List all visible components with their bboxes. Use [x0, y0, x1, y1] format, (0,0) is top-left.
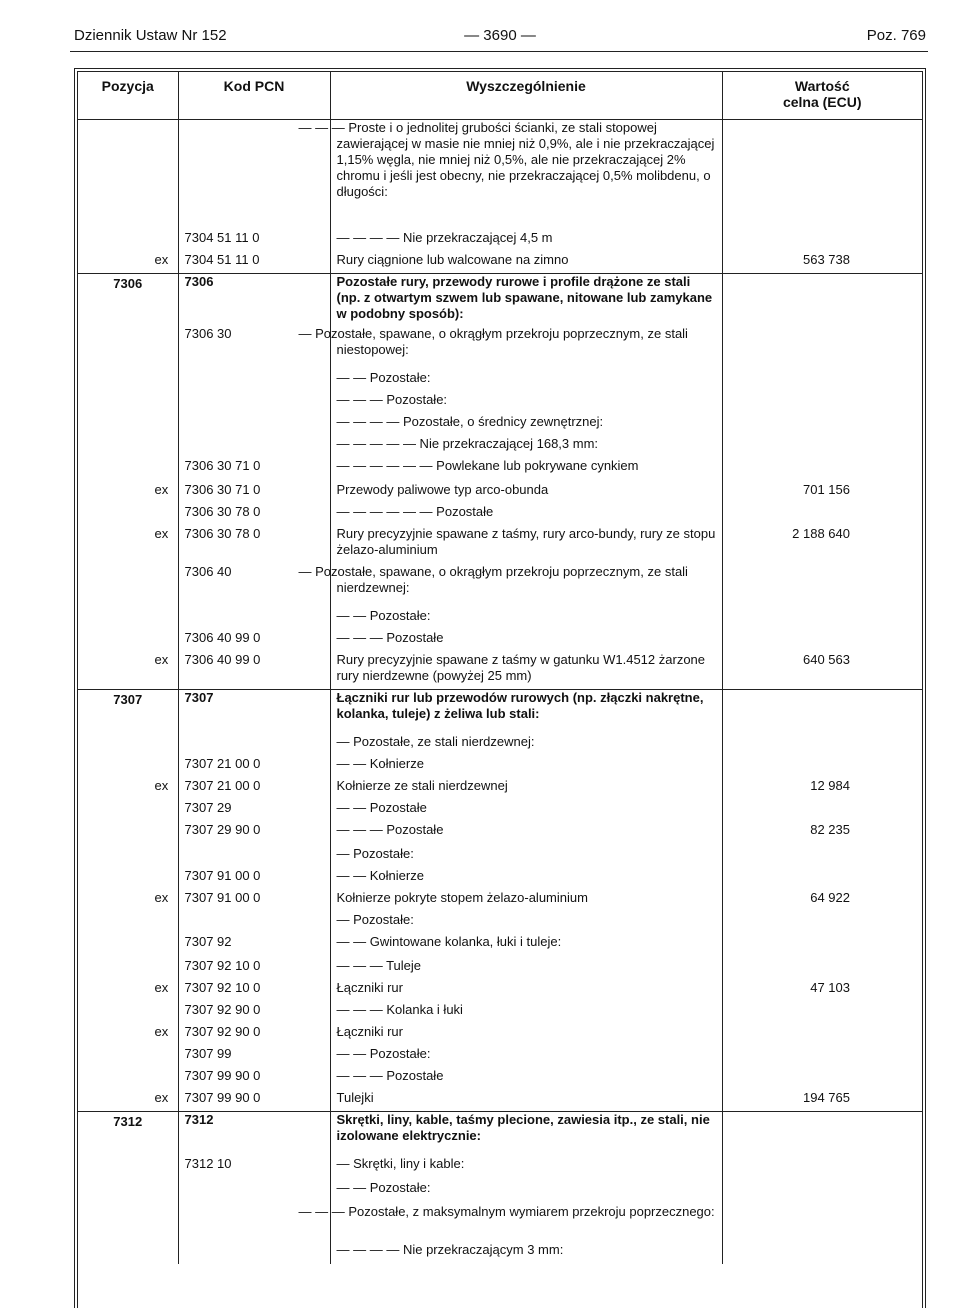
- col-header-wartosc: Wartość celna (ECU): [722, 72, 922, 120]
- table-row: [78, 630, 922, 652]
- duty-value-cell: [722, 414, 922, 436]
- ex-marker: ex: [154, 481, 169, 497]
- duty-value-cell: [722, 230, 922, 252]
- code-cell: [178, 846, 330, 868]
- table-row: [78, 868, 922, 890]
- table-row: [78, 1024, 922, 1046]
- table-row: [78, 526, 922, 564]
- duty-value-cell: [722, 690, 922, 734]
- duty-value-cell: 640 563: [722, 652, 922, 690]
- ex-marker: ex: [154, 1089, 169, 1105]
- code-cell: [178, 436, 330, 458]
- duty-value-cell: [722, 756, 922, 778]
- duty-value-cell: 2 188 640: [722, 526, 922, 564]
- position-cell: [78, 504, 178, 526]
- tariff-table: [78, 72, 922, 1264]
- code-text: 7307 99: [184, 1045, 232, 1061]
- code-cell: [178, 230, 330, 252]
- duty-value-cell: [722, 1024, 922, 1046]
- table-row: [78, 392, 922, 414]
- position-cell: [78, 370, 178, 392]
- description-cell: — — — Tuleje: [330, 958, 722, 980]
- col-header-pozycja: Pozycja: [78, 72, 178, 120]
- code-text: 7306 30: [184, 325, 232, 341]
- duty-value-cell: [722, 734, 922, 756]
- code-text: 7307: [184, 690, 214, 705]
- duty-value-cell: [722, 1242, 922, 1264]
- table-row: [78, 1242, 922, 1264]
- duty-value-cell: [722, 274, 922, 326]
- duty-value-cell: 64 922: [722, 890, 922, 912]
- table-row: [78, 958, 922, 980]
- position-cell: [78, 1204, 178, 1242]
- duty-value-cell: 12 984: [722, 778, 922, 800]
- journal-title: Dziennik Ustaw Nr 152: [74, 27, 227, 44]
- duty-value-cell: [722, 326, 922, 370]
- code-cell: [154, 525, 330, 564]
- code-text: 7304 51 11 0: [184, 229, 260, 245]
- position-cell: [78, 458, 178, 482]
- code-text: 7307 92 10 0: [184, 979, 261, 995]
- table-row: [78, 1204, 922, 1242]
- position-cell: [78, 1046, 178, 1068]
- code-cell: [178, 822, 330, 846]
- description-cell: — — Pozostałe:: [330, 1046, 722, 1068]
- table-row: [78, 934, 922, 958]
- description-cell: — — — Pozostałe:: [330, 392, 722, 414]
- description-cell: — — Pozostałe: [330, 800, 722, 822]
- table-header-row: [78, 72, 922, 120]
- description-cell: — Pozostałe, ze stali nierdzewnej:: [330, 734, 722, 756]
- description-cell: — — Gwintowane kolanka, łuki i tuleje:: [330, 934, 722, 958]
- duty-value-cell: [722, 458, 922, 482]
- description-cell: Łączniki rur lub przewodów rurowych (np. złączki nakrętne, kolanka, tuleje) z żeliwa lub stali:: [330, 690, 722, 734]
- table-row: [78, 1002, 922, 1024]
- code-cell: [178, 1112, 330, 1156]
- table-row: [78, 1046, 922, 1068]
- table-row: [78, 326, 922, 370]
- description-cell: — — — Pozostałe, z maksymalnym wymiarem przekroju poprzecznego:: [330, 1204, 722, 1242]
- table-row: [78, 120, 922, 230]
- table-row: [78, 1090, 922, 1112]
- code-cell: [178, 1242, 330, 1264]
- duty-value-cell: [722, 608, 922, 630]
- table-row: [78, 458, 922, 482]
- table-row: [78, 370, 922, 392]
- position-number: Poz. 769: [866, 27, 926, 44]
- description-cell: Tulejki: [330, 1090, 722, 1112]
- description-cell: — Pozostałe, spawane, o okrągłym przekroju poprzecznym, ze stali nierdzewnej:: [330, 564, 722, 608]
- table-row: [78, 1156, 922, 1180]
- duty-value-cell: [722, 370, 922, 392]
- code-text: 7306 40 99 0: [184, 651, 261, 667]
- description-cell: Przewody paliwowe typ arco-obunda: [330, 482, 722, 504]
- position-cell: 7312: [78, 1112, 178, 1156]
- position-cell: [78, 734, 178, 756]
- table-row: [78, 690, 922, 734]
- ex-marker: ex: [154, 979, 169, 995]
- position-cell: [78, 414, 178, 436]
- duty-value-cell: 82 235: [722, 822, 922, 846]
- code-cell: [178, 1156, 330, 1180]
- description-cell: — Pozostałe, spawane, o okrągłym przekroju poprzecznym, ze stali niestopowej:: [330, 326, 722, 370]
- duty-value-cell: [722, 912, 922, 934]
- position-cell: [78, 1068, 178, 1090]
- code-cell: [178, 120, 330, 230]
- position-cell: 7306: [78, 274, 178, 326]
- duty-value-cell: 194 765: [722, 1090, 922, 1112]
- duty-value-cell: [722, 958, 922, 980]
- description-cell: Kołnierze ze stali nierdzewnej: [330, 778, 722, 800]
- table-row: [78, 778, 922, 800]
- table-row: [78, 274, 922, 326]
- code-text: 7307 92 90 0: [184, 1023, 261, 1039]
- code-cell: [178, 370, 330, 392]
- description-cell: Łączniki rur: [330, 1024, 722, 1046]
- col-header-kod: Kod PCN: [178, 72, 330, 120]
- table-row: [78, 1180, 922, 1204]
- description-cell: — — Pozostałe:: [330, 608, 722, 630]
- ex-marker: ex: [154, 889, 169, 905]
- description-cell: — — — Pozostałe: [330, 822, 722, 846]
- code-text: 7307 92: [184, 933, 232, 949]
- code-text: 7307 91 00 0: [184, 867, 261, 883]
- position-cell: [78, 326, 178, 370]
- code-cell: [154, 889, 330, 912]
- code-text: 7312: [184, 1112, 214, 1127]
- position-cell: [78, 1242, 178, 1264]
- position-cell: [78, 846, 178, 868]
- code-cell: [178, 958, 330, 980]
- code-text: 7306 30 71 0: [184, 481, 261, 497]
- code-text: 7307 99 90 0: [184, 1067, 261, 1083]
- duty-value-cell: [722, 504, 922, 526]
- duty-value-cell: [722, 1204, 922, 1242]
- table-row: [78, 504, 922, 526]
- code-cell: [178, 608, 330, 630]
- duty-value-cell: [722, 1112, 922, 1156]
- table-row: [78, 252, 922, 274]
- code-text: 7307 92 10 0: [184, 957, 261, 973]
- description-cell: — — Kołnierze: [330, 756, 722, 778]
- position-cell: [78, 608, 178, 630]
- code-cell: [178, 1204, 330, 1242]
- table-row: [78, 482, 922, 504]
- position-cell: [78, 120, 178, 230]
- code-text: 7307 29 90 0: [184, 821, 261, 837]
- description-cell: — — Pozostałe:: [330, 1180, 722, 1204]
- code-text: 7306 40: [184, 563, 232, 579]
- code-text: 7306: [184, 274, 214, 289]
- code-cell: [154, 1089, 330, 1112]
- code-cell: [178, 1046, 330, 1068]
- duty-value-cell: [722, 1046, 922, 1068]
- ex-marker: ex: [154, 525, 169, 541]
- code-text: 7312 10: [184, 1155, 232, 1171]
- description-cell: Rury precyzyjnie spawane z taśmy w gatunku W1.4512 żarzone rury nierdzewne (powyżej 25 mm): [330, 652, 722, 690]
- ex-marker: ex: [154, 651, 169, 667]
- code-cell: [178, 564, 330, 608]
- position-cell: [78, 1002, 178, 1024]
- code-cell: [154, 481, 330, 504]
- position-cell: [78, 1156, 178, 1180]
- table-row: [78, 800, 922, 822]
- position-cell: [78, 1180, 178, 1204]
- code-text: 7307 21 00 0: [184, 777, 261, 793]
- code-cell: [178, 756, 330, 778]
- table-row: [78, 608, 922, 630]
- position-cell: 7307: [78, 690, 178, 734]
- page-header: [74, 27, 926, 47]
- code-text: 7307 92 90 0: [184, 1001, 261, 1017]
- duty-value-cell: [722, 934, 922, 958]
- duty-value-cell: [722, 392, 922, 414]
- duty-value-cell: [722, 846, 922, 868]
- description-cell: — Pozostałe:: [330, 846, 722, 868]
- code-cell: [154, 777, 330, 800]
- page-number: — 3690 —: [464, 27, 536, 44]
- description-cell: — Skrętki, liny i kable:: [330, 1156, 722, 1180]
- code-text: 7306 40 99 0: [184, 629, 261, 645]
- duty-value-cell: [722, 1156, 922, 1180]
- code-cell: [178, 414, 330, 436]
- description-cell: Rury precyzyjnie spawane z taśmy, rury arco-bundy, rury ze stopu żelazo-aluminium: [330, 526, 722, 564]
- duty-value-cell: [722, 436, 922, 458]
- position-cell: [78, 630, 178, 652]
- description-cell: — Pozostałe:: [330, 912, 722, 934]
- position-cell: [78, 436, 178, 458]
- description-cell: — — — — Nie przekraczającym 3 mm:: [330, 1242, 722, 1264]
- duty-value-cell: 563 738: [722, 252, 922, 274]
- table-row: [78, 230, 922, 252]
- description-cell: — — — Proste i o jednolitej grubości ścianki, ze stali stopowej zawierającej w masie nie mniej niż 0,9%, ale i nie przekraczającej 1,15% węgla, nie mniej niż 0,5%, ale nie przekraczającej 2% chromu i jeśli jest obecny, nie przekraczającej 0,5% molibdenu, o długości:: [330, 120, 722, 230]
- position-cell: [78, 868, 178, 890]
- position-cell: [78, 230, 178, 252]
- duty-value-cell: [722, 1180, 922, 1204]
- code-cell: [178, 800, 330, 822]
- duty-value-cell: 47 103: [722, 980, 922, 1002]
- duty-value-cell: [722, 868, 922, 890]
- description-cell: — — — — Nie przekraczającej 4,5 m: [330, 230, 722, 252]
- table-row: [78, 734, 922, 756]
- code-cell: [178, 934, 330, 958]
- ex-marker: ex: [154, 777, 169, 793]
- code-text: 7306 30 78 0: [184, 525, 261, 541]
- code-text: 7307 99 90 0: [184, 1089, 261, 1105]
- table-row: [78, 890, 922, 912]
- code-cell: [178, 912, 330, 934]
- table-row: [78, 822, 922, 846]
- code-cell: [178, 458, 330, 482]
- duty-value-cell: [722, 564, 922, 608]
- code-cell: [178, 1068, 330, 1090]
- code-cell: [178, 734, 330, 756]
- position-cell: [78, 800, 178, 822]
- header-rule: [70, 51, 928, 52]
- code-cell: [178, 274, 330, 326]
- ex-marker: ex: [154, 251, 169, 267]
- code-cell: [154, 251, 330, 274]
- description-cell: — — — — Pozostałe, o średnicy zewnętrznej:: [330, 414, 722, 436]
- description-cell: Pozostałe rury, przewody rurowe i profile drążone ze stali (np. z otwartym szwem lub spawane, nitowane lub zamykane w podobny sposób):: [330, 274, 722, 326]
- description-cell: Kołnierze pokryte stopem żelazo-aluminium: [330, 890, 722, 912]
- table-row: [78, 1068, 922, 1090]
- description-cell: — — Kołnierze: [330, 868, 722, 890]
- code-text: 7307 91 00 0: [184, 889, 261, 905]
- code-text: 7307 21 00 0: [184, 755, 261, 771]
- table-row: [78, 1112, 922, 1156]
- table-row: [78, 436, 922, 458]
- code-cell: [154, 651, 330, 690]
- code-cell: [154, 979, 330, 1002]
- code-cell: [178, 1002, 330, 1024]
- duty-value-cell: 701 156: [722, 482, 922, 504]
- position-cell: [78, 822, 178, 846]
- position-cell: [78, 392, 178, 414]
- duty-value-cell: [722, 120, 922, 230]
- duty-value-cell: [722, 1002, 922, 1024]
- code-text: 7306 30 78 0: [184, 503, 261, 519]
- duty-value-cell: [722, 800, 922, 822]
- table-row: [78, 980, 922, 1002]
- table-row: [78, 756, 922, 778]
- description-cell: Łączniki rur: [330, 980, 722, 1002]
- table-row: [78, 912, 922, 934]
- position-cell: [78, 934, 178, 958]
- code-cell: [178, 630, 330, 652]
- description-cell: — — — Kolanka i łuki: [330, 1002, 722, 1024]
- ex-marker: ex: [154, 1023, 169, 1039]
- code-text: 7307 29: [184, 799, 232, 815]
- description-cell: — — — — — Nie przekraczającej 168,3 mm:: [330, 436, 722, 458]
- table-row: [78, 652, 922, 690]
- code-cell: [178, 392, 330, 414]
- code-text: 7304 51 11 0: [184, 251, 260, 267]
- description-cell: — — — Pozostałe: [330, 630, 722, 652]
- duty-value-cell: [722, 630, 922, 652]
- col-header-opis: Wyszczególnienie: [330, 72, 722, 120]
- description-cell: Skrętki, liny, kable, taśmy plecione, zawiesia itp., ze stali, nie izolowane elektrycznie:: [330, 1112, 722, 1156]
- code-cell: [178, 504, 330, 526]
- table-row: [78, 564, 922, 608]
- table-row: [78, 414, 922, 436]
- position-cell: [78, 912, 178, 934]
- code-text: 7306 30 71 0: [184, 457, 261, 473]
- position-cell: [78, 958, 178, 980]
- position-cell: [78, 564, 178, 608]
- table-row: [78, 846, 922, 868]
- position-cell: [78, 756, 178, 778]
- code-cell: [178, 690, 330, 734]
- code-cell: [178, 1180, 330, 1204]
- description-cell: — — — — — — Pozostałe: [330, 504, 722, 526]
- code-cell: [154, 1023, 330, 1046]
- table-body: [78, 120, 922, 1264]
- duty-value-cell: [722, 1068, 922, 1090]
- description-cell: — — — — — — Powlekane lub pokrywane cynkiem: [330, 458, 722, 482]
- description-cell: Rury ciągnione lub walcowane na zimno: [330, 252, 722, 274]
- description-cell: — — — Pozostałe: [330, 1068, 722, 1090]
- code-cell: [178, 326, 330, 370]
- code-cell: [178, 868, 330, 890]
- description-cell: — — Pozostałe:: [330, 370, 722, 392]
